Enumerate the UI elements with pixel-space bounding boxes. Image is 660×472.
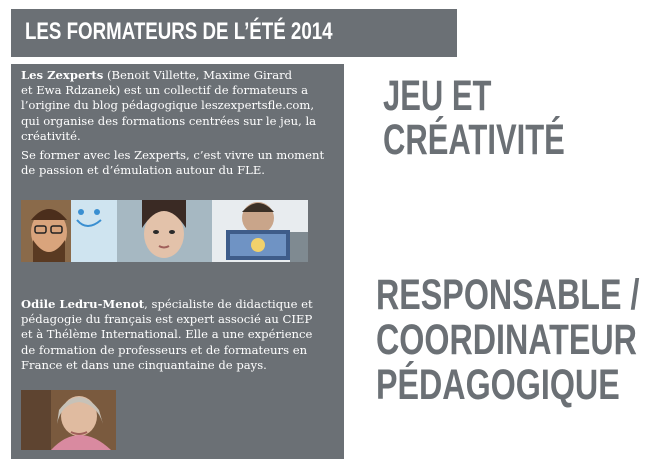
odile-line: de formation de professeurs et de formateurs en [21, 342, 308, 357]
odile-photo [21, 390, 116, 450]
zexperts-line: Se former avec les Zexperts, c’est vivre un moment [21, 148, 325, 163]
zexperts-paragraph-2 [21, 148, 336, 178]
zexperts-photo-strip [21, 200, 309, 262]
zexperts-line: et Ewa Rdzanek) est un collectif de formateurs a [21, 83, 309, 98]
zexperts-photo-2 [117, 200, 212, 262]
odile-paragraph [21, 297, 336, 373]
zexperts-line: de passion et d’émulation autour du FLE. [21, 163, 265, 178]
odile-line: pédagogie du français est expert associé au CIEP [21, 312, 313, 327]
odile-line: France et dans une cinquantaine de pays. [21, 357, 267, 372]
page-title: LES FORMATEURS DE L’ÉTÉ 2014 [25, 18, 333, 45]
zexperts-line: (Benoit Villette, Maxime Girard [103, 68, 293, 82]
odile-line: et à Thélème International. Elle a une expérience [21, 327, 313, 342]
role-line: COORDINATEUR [376, 316, 637, 364]
header-bar [11, 9, 457, 57]
zexperts-line: qui organise des formations centrées sur le jeu, la [21, 113, 317, 128]
zexperts-photo-3 [212, 200, 308, 262]
zexperts-paragraph-1 [21, 68, 336, 144]
odile-line: , spécialiste de didactique et [144, 297, 313, 311]
role-line: JEU ET [383, 72, 492, 120]
zexperts-photo-1 [21, 200, 117, 262]
role-line: PÉDAGOGIQUE [376, 361, 620, 409]
role-line: RESPONSABLE / [376, 271, 640, 319]
odile-name: Odile Ledru-Menot [21, 297, 145, 311]
role-line: CRÉATIVITÉ [383, 116, 565, 164]
role-pedagogical-coordinator [376, 273, 639, 408]
zexperts-line: l’origine du blog pédagogique leszexpertsfle.com, [21, 98, 315, 113]
zexperts-name: Les Zexperts [21, 68, 104, 82]
odile-description [21, 297, 336, 373]
role-game-creativity [383, 74, 565, 162]
trainers-panel [11, 64, 344, 459]
zexperts-description [21, 68, 336, 178]
zexperts-line: créativité. [21, 128, 81, 143]
